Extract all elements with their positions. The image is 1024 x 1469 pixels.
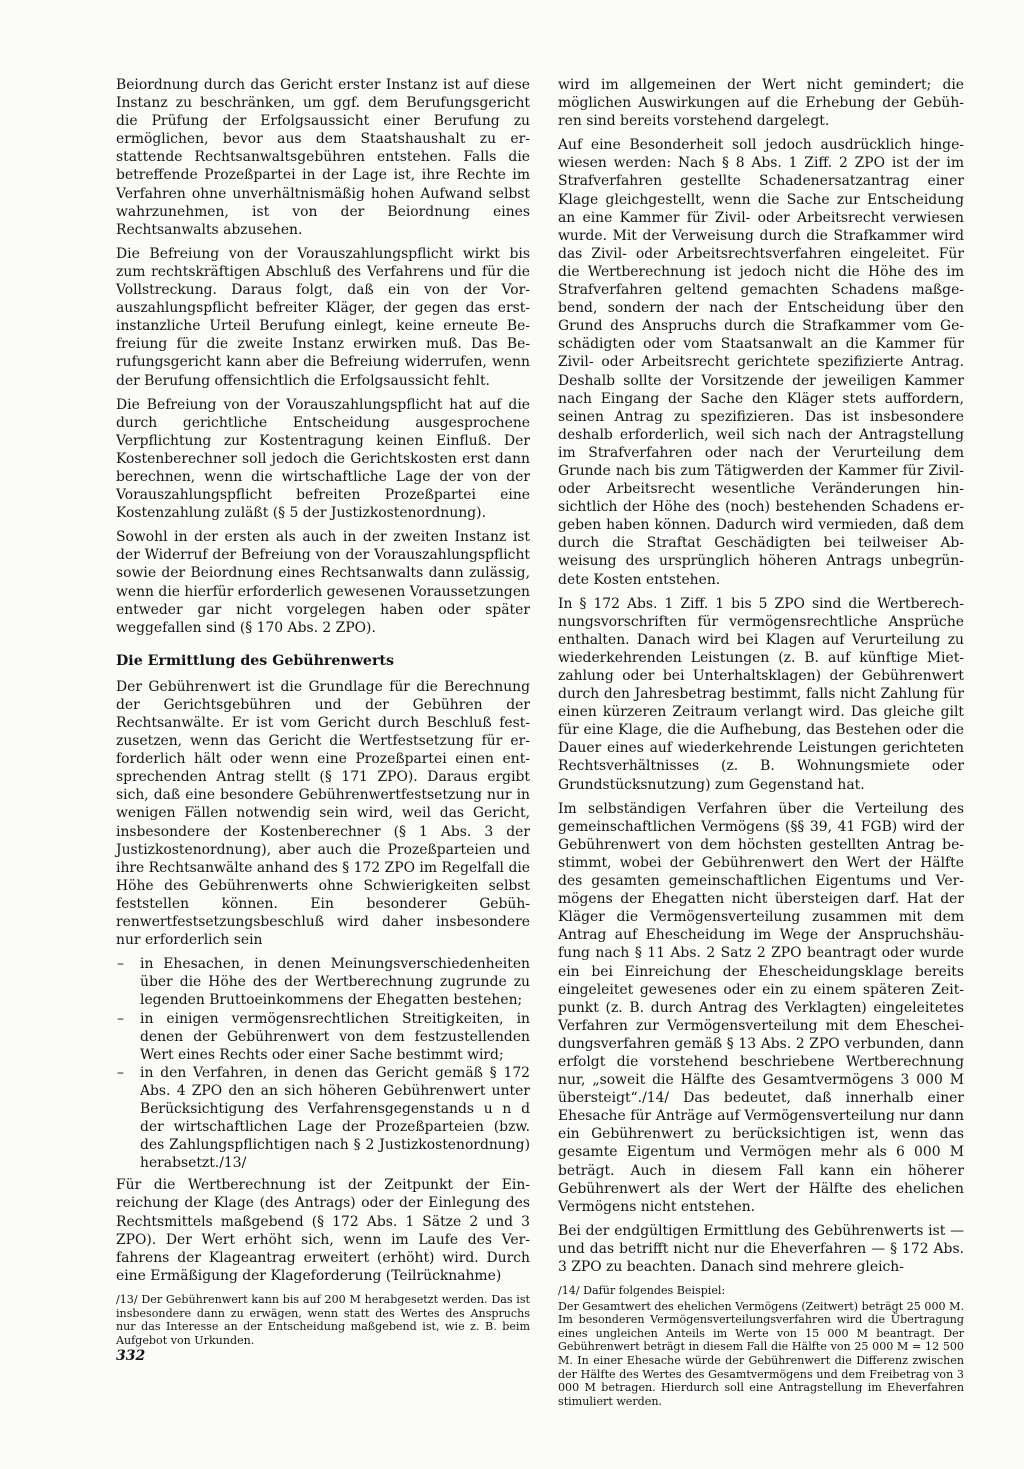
paragraph-wert-nicht-gemindert: wird im allgemeinen der Wert nicht gemindert; die möglichen Auswirkungen auf die Erhebung der Gebühren sind bereits vorstehend dargelegt. <box>558 77 964 130</box>
paragraph-vermoegensverteilung: Im selbständigen Verfahren über die Verteilung des gemeinschaftlichen Vermögens (§§ 39, 41 FGB) wird der Gebührenwert von dem höchsten gestellten Antrag bestimmt, wobei der Gebührenwert den Wert der Hälfte des gesamten gemeinschaftlichen Eigentums und Vermögens der Ehegatten nicht übersteigen darf. Hat der Kläger die Vermögensverteilung zusammen mit dem Antrag auf Ehescheidung im Wege der Anspruchshäufung nach § 11 Abs. 2 Satz 2 ZPO beantragt oder wurde ein bei Einreichung der Ehescheidungsklage bereits eingeleitet gewesenes oder ein zu einem späteren Zeitpunkt (z. B. durch Antrag des Verklagten) eingeleitetes Verfahren zur Vermögensverteilung mit dem Ehescheidungsverfahren gemäß § 13 Abs. 2 ZPO verbunden, dann erfolgt die vorstehend beschriebene Wertberechnung nur, „soweit die Hälfte des Gesamtvermögens 3 000 M übersteigt“./14/ Das bedeutet, daß innerhalb einer Ehesache für Anträge auf Vermögensverteilung nur dann ein Gebührenwert zu berücksichtigen ist, wenn das gesamte Eigentum und Vermögen mehr als 6 000 M beträgt. Auch in diesem Fall kann ein höherer Gebührenwert als der Wert der Hälfte des ehelichen Vermögens nicht entstehen. <box>558 800 964 1215</box>
list-item: – in den Verfahren, in denen das Gericht gemäß § 172 Abs. 4 ZPO den an sich höheren Gebührenwert unter Berücksichtigung des Verfahrensgegenstands u n d der wirtschaftlichen Lage der Prozeßparteien (bzw. des Zahlungspflichtigen nach § 2 Justizkostenordnung) herabsetzt./13/ <box>116 1064 530 1173</box>
section-heading: Die Ermittlung des Gebührenwerts <box>116 652 394 669</box>
paragraph-befreiung-wirkung: Die Befreiung von der Vorauszahlungspflicht wirkt bis zum rechtskräftigen Abschluß des Verfahrens und für die Vollstreckung. Daraus folgt, daß ein von der Vorauszahlungspflicht befreiter Kläger, der gegen das erstinstanzliche Urteil Berufung einlegt, keine erneute Befreiung für die zweite Instanz erwirken muß. Das Berufungsgericht kann aber die Befreiung widerrufen, wenn der Berufung offensichtlich die Erfolgsaussicht fehlt. <box>116 245 530 389</box>
paragraph-endgueltige-ermittlung: Bei der endgültigen Ermittlung des Gebührenwerts ist — und das betrifft nicht nur die Eheverfahren — § 172 Abs. 3 ZPO zu beachten. Danach sind mehrere gleich- <box>558 1222 964 1275</box>
paragraph-beiordnung: Beiordnung durch das Gericht erster Instanz ist auf diese Instanz zu beschränken, um ggf. dem Berufungsgericht die Prüfung der Erfolgsaussicht einer Berufung zu ermöglichen, bevor aus dem Staatshaushalt zu erstattende Rechtsanwaltsgebühren entstehen. Falls die betreffende Prozeßpartei in der Lage ist, ihre Rechte im Verfahren ohne unverhältnismäßig hohen Aufwand selbst wahrzunehmen, ist von der Beiordnung eines Rechtsanwalts abzusehen. <box>116 77 530 238</box>
case-list <box>116 955 530 1172</box>
right-column <box>558 76 964 1410</box>
left-column <box>116 76 530 1349</box>
paragraph-besonderheit: Auf eine Besonderheit soll jedoch ausdrücklich hingewiesen werden: Nach § 8 Abs. 1 Ziff. 2 ZPO ist der im Strafverfahren gestellte Schadenersatzantrag einer Klage gleichgestellt, wenn die Sache zur Entscheidung an eine Kammer für Zivil- oder Arbeitsrecht verwiesen wurde. Mit der Verweisung durch die Strafkammer wird das Zivil- oder Arbeitsrechtsverfahren eingeleitet. Für die Wertberechnung ist jedoch nicht die Höhe des im Strafverfahren geltend gemachten Schadens maßgebend, sondern der nach der Entscheidung über den Grund des Anspruchs durch die Strafkammer vom Geschädigten oder vom Staatsanwalt an die Kammer für Zivil- oder Arbeitsrecht gerichtete spezifizierte Antrag. Deshalb sollte der Vorsitzende der jeweiligen Kammer nach Eingang der Sache den Kläger stets auffordern, seinen Antrag zu spezifizieren. Das ist insbesondere deshalb erforderlich, weil sich nach der Antragstellung im Strafverfahren oder nach der Verurteilung dem Grunde nach bis zum Tätigwerden der Kammer für Zivil- oder Arbeitsrecht wesentliche Veränderungen hinsichtlich der Höhe des (noch) bestehenden Schadens ergeben haben können. Dadurch wird vermieden, daß dem durch die Straftat Geschädigten bei teilweiser Abweisung des ursprünglich höheren Antrags unbegründete Kosten entstehen. <box>558 137 964 588</box>
page-number: 332 <box>116 1348 146 1364</box>
list-item: – in einigen vermögensrechtlichen Streitigkeiten, in denen der Gebührenwert von dem festzustellenden Wert eines Rechts oder einer Sache bestimmt wird; <box>116 1010 530 1064</box>
paragraph-gebuehrenwert-intro: Der Gebührenwert ist die Grundlage für die Berechnung der Gerichtsgebühren und der Gebühren der Rechtsanwälte. Er ist vom Gericht durch Beschluß festzusetzen, wenn das Gericht die Wertfestsetzung für erforderlich hält oder wenn eine Prozeßpartei einen entsprechenden Antrag stellt (§ 171 ZPO). Daraus ergibt sich, daß eine besondere Gebührenwertfestsetzung nur in wenigen Fällen notwendig sein wird, weil das Gericht, insbesondere der Kostenberechner (§ 1 Abs. 3 der Justizkostenordnung), aber auch die Prozeßparteien und ihre Rechtsanwälte anhand des § 172 ZPO im Regelfall die Höhe des Gebührenwerts ohne Schwierigkeiten selbst feststellen können. Ein besonderer Gebührenwertfestsetzungsbeschluß wird daher insbesondere nur erforderlich sein <box>116 678 530 949</box>
paragraph-kostentragung: Die Befreiung von der Vorauszahlungspflicht hat auf die durch gerichtliche Entscheidung ausgesprochene Verpflichtung zur Kostentragung keinen Einfluß. Der Kostenberechner soll jedoch die Gerichtskosten erst dann berechnen, wenn die wirtschaftliche Lage der von der Vorauszahlungspflicht befreiten Prozeßpartei eine Kostenzahlung zuläßt (§ 5 der Justizkostenordnung). <box>116 396 530 522</box>
paragraph-zeitpunkt: Für die Wertberechnung ist der Zeitpunkt der Einreichung der Klage (des Antrags) oder der Einlegung des Rechtsmittels maßgebend (§ 172 Abs. 1 Sätze 2 und 3 ZPO). Der Wert erhöht sich, wenn im Laufe des Verfahrens der Klageantrag erweitert (erhöht) wird. Durch eine Ermäßigung der Klageforderung (Teilrücknahme) <box>116 1177 530 1284</box>
footnote-14 <box>558 1284 964 1408</box>
footnote-14-body: Der Gesamtwert des ehelichen Vermögens (Zeitwert) beträgt 25 000 M. Im besonderen Vermögensverteilungsverfahren wird die Übertragung eines ungleichen Anteils im Werte von 15 000 M beantragt. Der Gebührenwert beträgt in diesem Fall die Hälfte von 25 000 M = 12 500 M. In einer Ehesache würde der Gebührenwert die Differenz zwischen der Hälfte des Wertes des Gesamtvermögens und dem Freibetrag von 3 000 M betragen. Hierdurch soll eine Antragstellung im Eheverfahren stimuliert werden. <box>558 1299 964 1408</box>
footnote-13-text: /13/ Der Gebührenwert kann bis auf 200 M herabgesetzt werden. Das ist insbesondere dann zu erwägen, wenn statt des Wertes des Anspruchs nur das Interesse an der Entscheidung maßgebend ist, wie z. B. beim Aufgebot von Urkunden. <box>116 1292 530 1347</box>
paragraph-widerruf: Sowohl in der ersten als auch in der zweiten Instanz ist der Widerruf der Befreiung von der Vorauszahlungspflicht sowie der Beiordnung eines Rechtsanwalts dann zulässig, wenn die hierfür erforderlich gewesenen Voraussetzungen entweder gar nicht vorgelegen haben oder später weggefallen sind (§ 170 Abs. 2 ZPO). <box>116 529 530 636</box>
list-item: – in Ehesachen, in denen Meinungsverschiedenheiten über die Höhe des der Wertberechnung zugrunde zu legenden Bruttoeinkommens der Ehegatten bestehen; <box>116 955 530 1009</box>
paragraph-wertberechnungsvorschriften: In § 172 Abs. 1 Ziff. 1 bis 5 ZPO sind die Wertberechnungsvorschriften für vermögensrechtliche Ansprüche enthalten. Danach wird bei Klagen auf Verurteilung zu wiederkehrenden Leistungen (z. B. auf künftige Mietzahlung oder bei Unterhaltsklagen) der Gebührenwert durch den Jahresbetrag bestimmt, falls nicht Zahlung für einen kürzeren Zeitraum verlangt wird. Das gleiche gilt für eine Klage, die die Aufhebung, das Bestehen oder die Dauer eines auf wiederkehrende Leistungen gerichteten Rechtsverhältnisses (z. B. Wohnungsmiete oder Grundstücksnutzung) zum Gegenstand hat. <box>558 595 964 793</box>
footnote-13 <box>116 1293 530 1347</box>
footnote-14-title: /14/ Dafür folgendes Beispiel: <box>558 1284 726 1298</box>
